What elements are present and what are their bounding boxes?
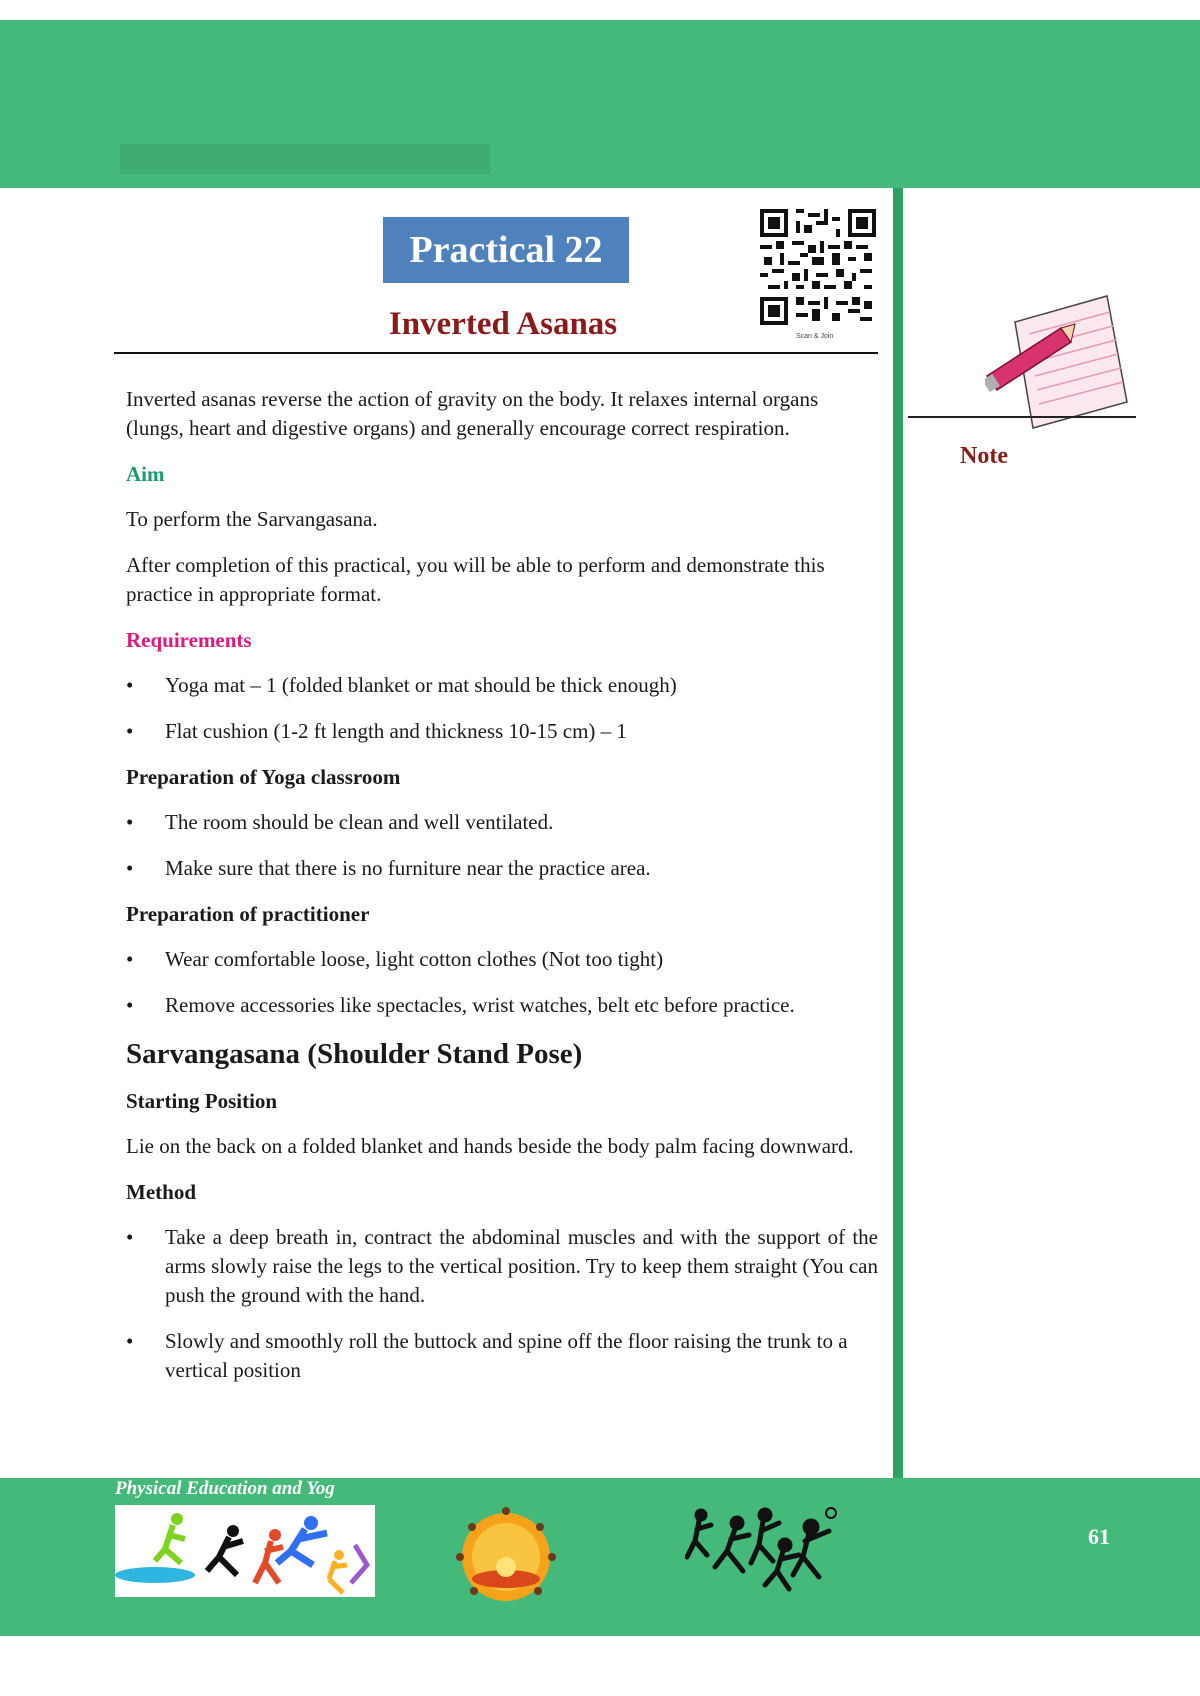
intro-paragraph: Inverted asanas reverse the action of gravity on the body. It relaxes internal organs (lungs, heart and digestive organs) and generally encourage correct respiration. <box>126 387 819 440</box>
pose-heading: Sarvangasana (Shoulder Stand Pose) <box>126 1038 583 1070</box>
practical-subtitle: Inverted Asanas <box>388 306 618 342</box>
requirements-list <box>126 671 878 746</box>
aim-heading: Aim <box>126 462 165 486</box>
list-item: • The room should be clean and well ventilated. <box>126 808 878 837</box>
qr-code-icon[interactable] <box>760 209 876 325</box>
practitioner-list <box>126 945 878 1020</box>
footer-subject: Physical Education and Yog <box>115 1478 335 1499</box>
classroom-list <box>126 808 878 883</box>
method-list <box>126 1223 878 1385</box>
qr-caption: Scan & Join <box>796 333 834 340</box>
bullet: • <box>126 947 134 971</box>
list-item: • Take a deep breath in, contract the abdominal muscles and with the support of the arms slowly raise the legs to the vertical position. Try to keep them straight (You can push the ground with the hand. <box>126 1225 878 1307</box>
bullet: • <box>126 856 134 880</box>
practical-title-box <box>383 217 629 283</box>
bullet: • <box>126 719 134 743</box>
page-number: 61 <box>1088 1524 1110 1549</box>
practical-title: Practical 22 <box>409 229 603 271</box>
list-item: • Flat cushion (1-2 ft length and thickness 10-15 cm) – 1 <box>126 717 878 746</box>
margin-divider <box>893 188 903 1478</box>
requirements-heading: Requirements <box>126 628 252 652</box>
note-pencil-icon <box>985 294 1135 434</box>
note-label: Note <box>960 443 1008 469</box>
header-band <box>0 20 1200 188</box>
list-item: • Remove accessories like spectacles, wrist watches, belt etc before practice. <box>126 991 878 1020</box>
aim-text: To perform the Sarvangasana. <box>126 507 378 531</box>
starting-heading: Starting Position <box>126 1089 278 1113</box>
athletes-silhouette-icon <box>685 1505 841 1593</box>
main-content <box>126 385 878 1402</box>
bullet: • <box>126 673 134 697</box>
bullet: • <box>126 810 134 834</box>
list-item: • Slowly and smoothly roll the buttock and spine off the floor raising the trunk to a vertical position <box>126 1329 848 1382</box>
bullet: • <box>126 1329 134 1353</box>
list-item: • Make sure that there is no furniture near the practice area. <box>126 854 878 883</box>
method-heading: Method <box>126 1180 196 1204</box>
yoga-sunset-icon <box>450 1505 562 1603</box>
header-shade <box>120 144 490 174</box>
sports-collage-icon <box>115 1505 375 1597</box>
practitioner-heading: Preparation of practitioner <box>126 902 370 926</box>
bullet: • <box>126 993 134 1017</box>
list-item: • Yoga mat – 1 (folded blanket or mat should be thick enough) <box>126 671 878 700</box>
starting-text: Lie on the back on a folded blanket and hands beside the body palm facing downward. <box>126 1134 854 1158</box>
bullet: • <box>126 1225 134 1249</box>
aim-outcome: After completion of this practical, you will be able to perform and demonstrate this practice in appropriate format. <box>126 553 825 606</box>
note-rule <box>908 416 1136 418</box>
classroom-heading: Preparation of Yoga classroom <box>126 765 401 789</box>
title-divider <box>114 352 878 354</box>
list-item: • Wear comfortable loose, light cotton clothes (Not too tight) <box>126 945 878 974</box>
